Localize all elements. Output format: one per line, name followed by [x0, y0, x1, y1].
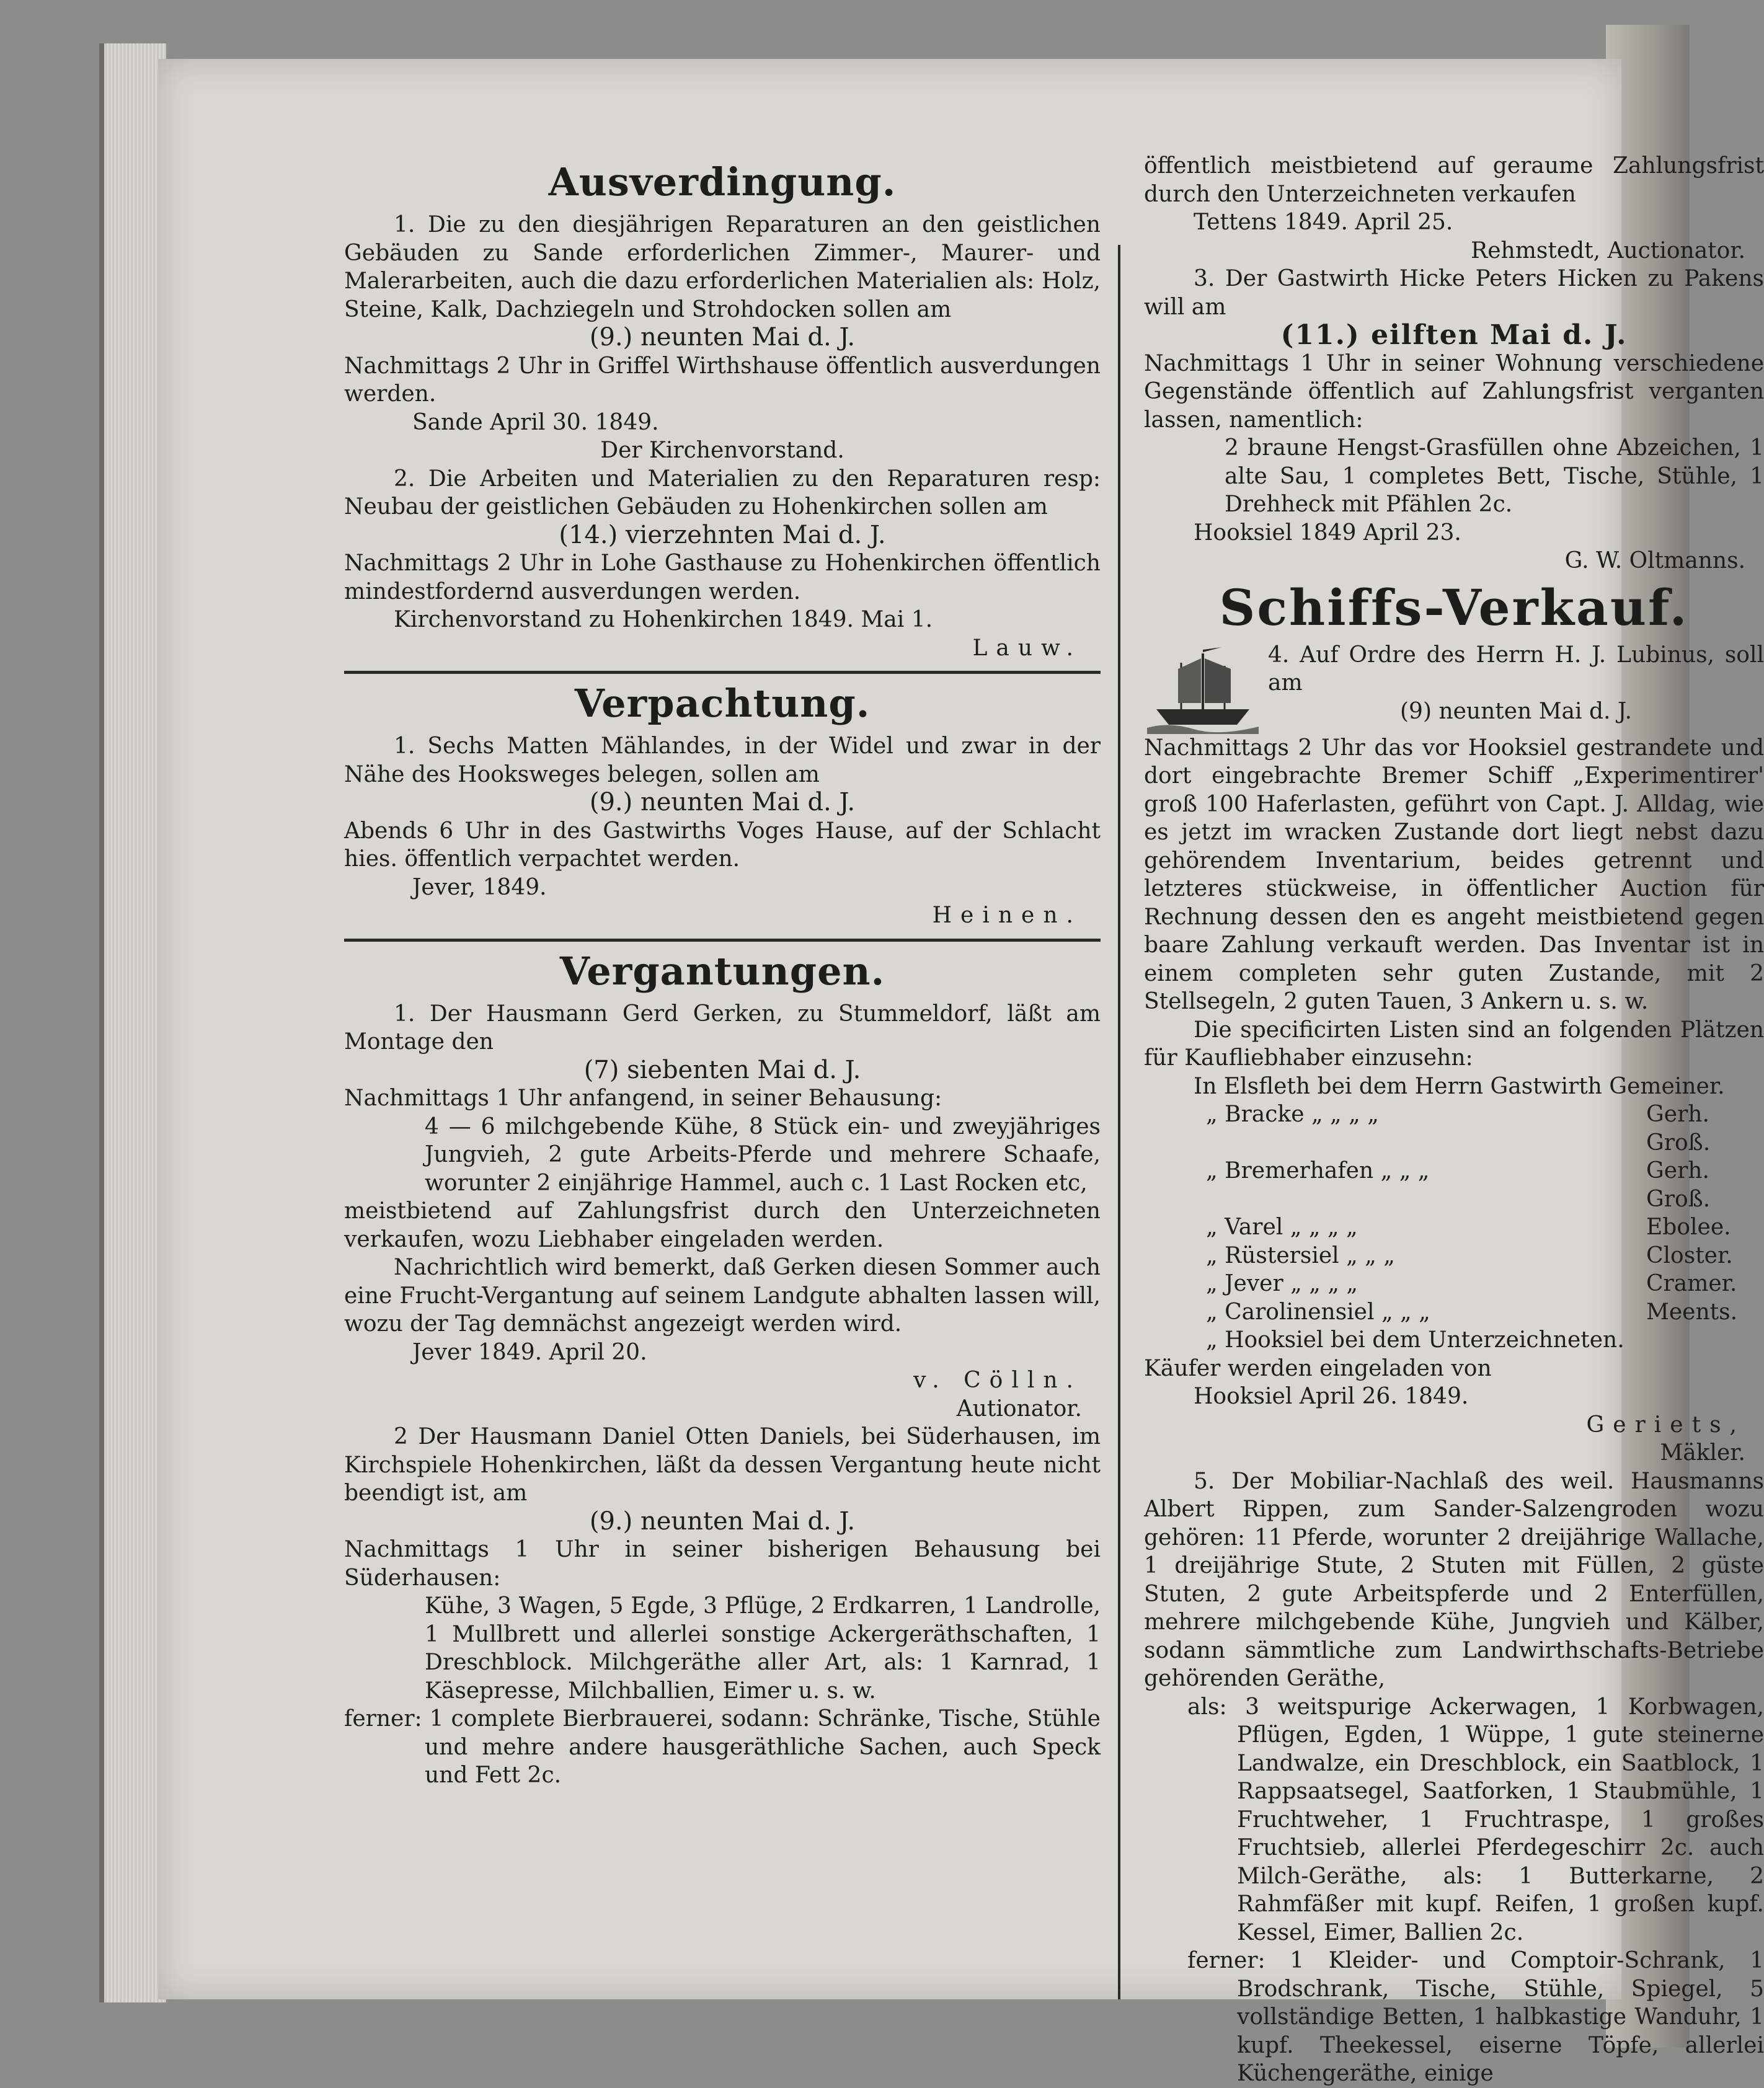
section-heading-vergantungen: Vergantungen.	[559, 948, 885, 994]
notice-date: (9) neunten Mai d. J.	[1400, 698, 1632, 724]
notice-date: (9.) neunten Mai d. J.	[589, 1506, 856, 1536]
notice-paragraph: 1. Der Hausmann Gerd Gerken, zu Stummeldorf, läßt am Montage den	[344, 1001, 1101, 1055]
list-item: „ Bracke „ „ „ „ Gerh. Groß.	[1206, 1102, 1711, 1156]
notice-paragraph: 2. Die Arbeiten und Materialien zu den Reparaturen resp: Neubau der geistlichen Gebäuden zu Hohenkirchen sollen am	[344, 466, 1101, 520]
notice-paragraph: öffentlich meistbietend auf geraume Zahlungsfrist durch den Unterzeichneten verkaufen	[1144, 153, 1764, 207]
notice-place-date: Tettens 1849. April 25.	[1194, 210, 1453, 235]
notice-paragraph: 1. Die zu den diesjährigen Reparaturen an den geistlichen Gebäuden zu Sande erforderlichen Zimmer-, Maurer- und Malerarbeiten, auch die dazu erforderlichen Materialien als: Holz, Steine, Kalk, Dachziegeln und Strohdocken sollen am	[344, 212, 1101, 322]
notice-paragraph: Nachmittags 2 Uhr in Griffel Wirthshause öffentlich ausverdungen werden.	[344, 353, 1101, 407]
notice-signature-role: Mäkler.	[1660, 1440, 1745, 1466]
notice-date: (11.) eilften Mai d. J.	[1280, 319, 1628, 351]
notice-signature: Geriets,	[1586, 1412, 1745, 1438]
notice-place-date: Hooksiel April 26. 1849.	[1194, 1384, 1469, 1409]
notice-item-list: ferner: 1 Kleider- und Comptoir-Schrank, 1 Brodschrank, Tische, Stühle, Spiegel, 5 vollständige Betten, 1 halbkastige Wanduhr, 1 kupf. Theekessel, eiserne Töpfe, allerlei Küchengeräthe, einige	[1187, 1948, 1764, 2086]
notice-paragraph: Nachmittags 1 Uhr in seiner bisherigen Behausung bei Süderhausen:	[344, 1537, 1101, 1591]
left-column	[344, 155, 1101, 1790]
book-page-edges	[99, 43, 166, 2002]
section-divider	[344, 671, 1101, 674]
notice-paragraph: meistbietend auf Zahlungsfrist durch den Unterzeichneten verkaufen, wozu Liebhaber eingeladen werden.	[344, 1198, 1101, 1252]
notice-item-list: ferner: 1 complete Bierbrauerei, sodann: Schränke, Tische, Stühle und mehre andere hausgeräthliche Sachen, auch Speck und Fett 2c.	[344, 1706, 1101, 1788]
column-divider	[1118, 245, 1120, 1999]
notice-paragraph: Nachmittags 2 Uhr in Lohe Gasthause zu Hohenkirchen öffentlich mindestfordernd ausverdungen werden.	[344, 551, 1101, 604]
list-item: „ Carolinensiel „ „ „ Meents.	[1206, 1299, 1738, 1325]
notice-item-list: als: 3 weitspurige Ackerwagen, 1 Korbwagen, Pflügen, Egden, 1 Wüppe, 1 gute steinerne Landwalze, ein Dreschblock, ein Saatblock, 1 Rappsaatsegel, Saatforken, 1 Staubmühle, 1 Fruchtweher, 1 Fruchtraspe, 1 großes Fruchtsieb, allerlei Pferdegeschirr 2c. auch Milch-Geräthe, als: 1 Butterkarne, 2 Rahmfäßer mit kupf. Reifen, 1 großen kupf. Kessel, Eimer, Ballien 2c.	[1187, 1694, 1764, 1945]
notice-paragraph: Nachmittags 2 Uhr das vor Hooksiel gestrandete und dort eingebrachte Bremer Schiff „Experimentirer' groß 100 Haferlasten, geführt von Capt. J. Alldag, wie es jetzt im wracken Zustande dort liegt nebst dazu gehörendem Inventarium, beides getrennt und letzteres stückweise, in öffentlicher Auction für Rechnung dessen den es angeht meistbietend gegen baare Zahlung verkauft werden. Das Inventar ist in einem completen sehr guten Zustande, mit 2 Stellsegeln, 2 guten Tauen, 3 Ankern u. s. w.	[1144, 735, 1764, 1014]
notice-signature: Rehmstedt, Auctionator.	[1471, 237, 1745, 263]
notice-paragraph: Käufer werden eingeladen von	[1144, 1355, 1492, 1381]
newspaper-page	[158, 59, 1764, 2086]
list-item: „ Rüstersiel „ „ „ Closter.	[1206, 1242, 1733, 1268]
notice-place-date: Jever 1849. April 20.	[412, 1339, 647, 1365]
notice-signature: Der Kirchenvorstand.	[600, 438, 844, 463]
notice-item-list: Kühe, 3 Wagen, 5 Egde, 3 Pflüge, 2 Erdkarren, 1 Landrolle, 1 Mullbrett und allerlei sonstige Ackergeräthschaften, 1 Dreschblock. Milchgeräthe aller Art, als: 1 Karnrad, 1 Käsepresse, Milchballien, Eimer u. s. w.	[425, 1593, 1101, 1704]
notice-item-list: 4 — 6 milchgebende Kühe, 8 Stück ein- und zweyjähriges Jungvieh, 2 gute Arbeits-Pferde und mehrere Schaafe, worunter 2 einjährige Hammel, auch c. 1 Last Rocken etc,	[425, 1113, 1101, 1196]
notice-signature-role: Autionator.	[956, 1396, 1082, 1422]
notice-place-date: Kirchenvorstand zu Hohenkirchen 1849. Mai 1.	[394, 607, 933, 632]
notice-paragraph: Nachmittags 1 Uhr in seiner Wohnung verschiedene Gegenstände öffentlich auf Zahlungsfrist verganten lassen, namentlich:	[1144, 350, 1764, 433]
notice-paragraph: Abends 6 Uhr in des Gastwirths Voges Hause, auf der Schlacht hies. öffentlich verpachtet werden.	[344, 818, 1101, 872]
notice-paragraph: 3. Der Gastwirth Hicke Peters Hicken zu Pakens will am	[1144, 266, 1764, 320]
notice-paragraph: 2 Der Hausmann Daniel Otten Daniels, bei Süderhausen, im Kirchspiele Hohenkirchen, läßt da dessen Vergantung heute nicht beendigt ist, am	[344, 1424, 1101, 1506]
notice-signature: Lauw.	[972, 635, 1082, 661]
notice-date: (9.) neunten Mai d. J.	[589, 323, 856, 352]
notice-place-date: Jever, 1849.	[412, 874, 547, 900]
notice-paragraph: 4. Auf Ordre des Herrn H. J. Lubinus, soll am	[1268, 642, 1764, 696]
list-item: „ Bremerhafen „ „ „ Gerh. Groß.	[1206, 1158, 1711, 1212]
ship-notice-block	[1144, 641, 1764, 734]
list-item: „ Varel „ „ „ „ Ebolee.	[1206, 1214, 1731, 1240]
notice-paragraph: Nachrichtlich wird bemerkt, daß Gerken diesen Sommer auch eine Frucht-Vergantung auf seinem Landgute abhalten lassen will, wozu der Tag demnächst angezeigt werden wird.	[344, 1255, 1101, 1337]
notice-paragraph: 1. Sechs Matten Mählandes, in der Widel und zwar in der Nähe des Hooksweges belegen, sollen am	[344, 733, 1101, 787]
notice-signature: v. Cölln.	[913, 1368, 1082, 1393]
list-item: „ Hooksiel bei dem Unterzeichneten.	[1206, 1327, 1624, 1353]
notice-place-date: Sande April 30. 1849.	[412, 409, 659, 435]
notice-signature: Heinen.	[932, 903, 1082, 928]
ship-notice-intro	[1268, 641, 1764, 726]
notice-item-list: 2 braune Hengst-Grasfüllen ohne Abzeichen, 1 alte Sau, 1 completes Bett, Tische, Stühle, 1 Drehheck mit Pfählen 2c.	[1225, 435, 1764, 517]
sailing-ship-icon	[1144, 641, 1262, 734]
section-divider	[344, 939, 1101, 942]
notice-list-intro: In Elsfleth bei dem Herrn Gastwirth Gemeiner.	[1194, 1073, 1725, 1099]
inspection-place-list	[1144, 1100, 1764, 1355]
notice-date: (9.) neunten Mai d. J.	[589, 788, 856, 816]
right-column	[1144, 152, 1764, 2088]
notice-signature: G. W. Oltmanns.	[1564, 548, 1745, 573]
notice-paragraph: Die specificirten Listen sind an folgenden Plätzen für Kaufliebhaber einzusehn:	[1144, 1017, 1764, 1071]
notice-paragraph: Nachmittags 1 Uhr anfangend, in seiner Behausung:	[344, 1086, 942, 1111]
section-heading-schiffs-verkauf: Schiffs-Verkauf.	[1219, 578, 1689, 637]
notice-paragraph: 5. Der Mobiliar-Nachlaß des weil. Hausmanns Albert Rippen, zum Sander-Salzengroden wozu gehören: 11 Pferde, worunter 2 dreijährige Wallache, 1 dreijährige Stute, 2 Stuten mit Füllen, 2 güste Stuten, 2 gute Arbeitspferde und 2 Enterfüllen, mehrere milchgebende Kühe, Jungvieh und Kälber, sodann sämmtliche zum Landwirthschafts-Betriebe gehörenden Geräthe,	[1144, 1468, 1764, 1691]
section-heading-verpachtung: Verpachtung.	[574, 681, 871, 726]
section-heading-ausverdingung: Ausverdingung.	[548, 159, 897, 205]
notice-place-date: Hooksiel 1849 April 23.	[1194, 520, 1461, 546]
notice-date: (14.) vierzehnten Mai d. J.	[559, 520, 886, 549]
notice-date: (7) siebenten Mai d. J.	[583, 1055, 861, 1084]
list-item: „ Jever „ „ „ „ Cramer.	[1206, 1271, 1737, 1296]
